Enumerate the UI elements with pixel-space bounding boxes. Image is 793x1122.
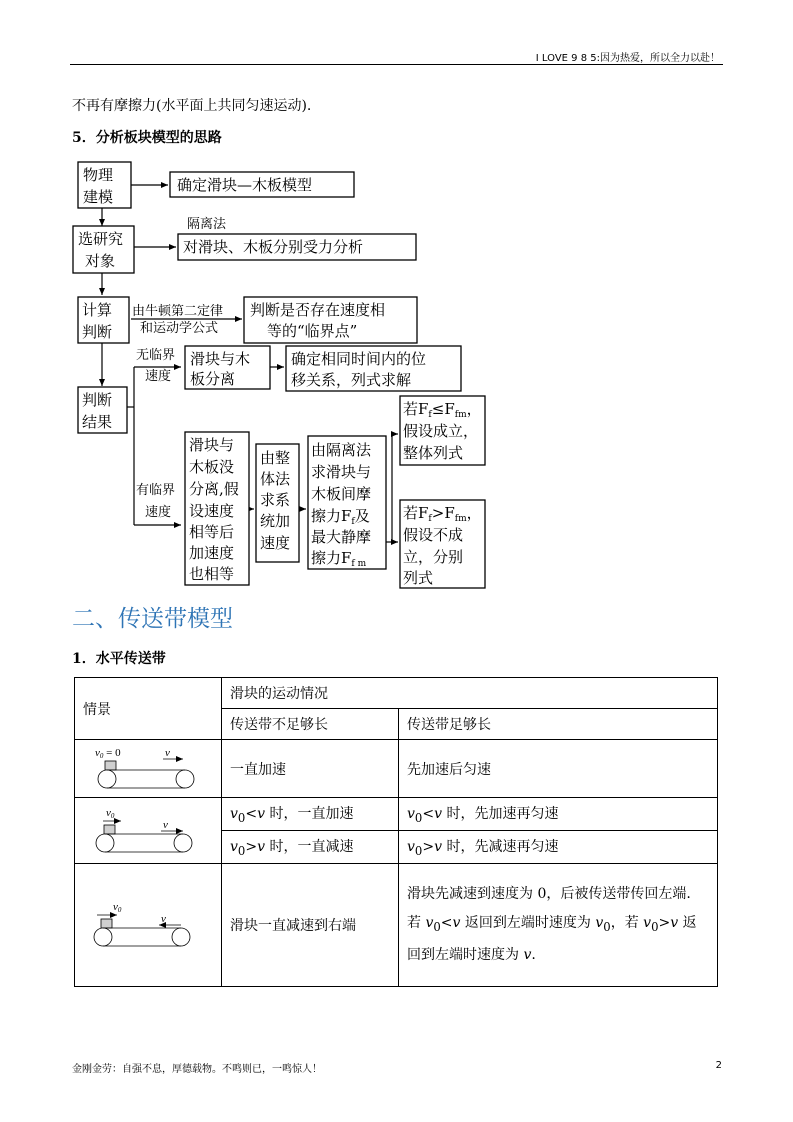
b1-line1: 物理 (83, 166, 114, 184)
b3-right-line1: 判断是否存在速度相 (250, 301, 386, 319)
false-line1-sub1: f (428, 514, 432, 524)
r3-long-line1: 滑块先减速到速度为 0，后被传送带传回左端. (407, 885, 691, 902)
true-line1 (403, 400, 482, 420)
b2-line1: 选研究 (78, 230, 124, 248)
true-line1-c: ， (466, 400, 482, 418)
r2a-long-v: v (434, 806, 442, 823)
header-rule (70, 64, 723, 65)
r3-long-cmp-c: > (658, 914, 671, 931)
label-crit-1: 有临界 (136, 483, 176, 498)
pic3-right-roller (172, 928, 190, 946)
false-line1-b: >F (431, 504, 455, 522)
r2b-short-v0: v (230, 839, 238, 856)
pic3-v0-sub: 0 (117, 906, 122, 914)
whole-line4: 统加 (260, 512, 291, 530)
r2a-long-rest: 时，先加速再匀速 (442, 806, 559, 823)
r2b-long-sub: 0 (414, 843, 423, 858)
pic3-v0-v: v (113, 901, 118, 913)
r2b-short (222, 831, 399, 864)
r3-long-v0a: v (425, 914, 434, 931)
whole-line2: 体法 (260, 470, 291, 488)
isolate-line1: 由隔离法 (311, 441, 372, 459)
pic3-v0 (113, 901, 122, 914)
pic1-left-roller (98, 770, 116, 788)
r3-long-sub-b: 0 (603, 919, 611, 934)
r2a-short-cmp: < (245, 806, 258, 823)
false-line4: 列式 (403, 569, 434, 587)
assume-line1: 滑块与 (189, 436, 235, 454)
b4-line1: 判断 (82, 391, 113, 409)
horizontal-belt-table (74, 677, 718, 987)
pic1-v0-v: v (95, 746, 100, 759)
r2b-short-rest: 时，一直减速 (265, 839, 354, 856)
table-row (75, 864, 718, 987)
pic3-left-roller (94, 928, 112, 946)
header-motion: 滑块的运动情况 (222, 678, 718, 709)
label-newton-1: 由牛顿第二定律 (132, 304, 224, 319)
scene-1 (75, 740, 222, 798)
page-header: I LOVE 9 8 5:因为热爱，所以全力以赴！ (535, 53, 720, 64)
label-isolate: 隔离法 (187, 217, 227, 232)
table-row (75, 740, 718, 798)
section-5-title: 5．分析板块模型的思路 (72, 130, 222, 146)
subsection-1-title: 1．水平传送带 (72, 651, 166, 667)
r2a-long-cmp: < (422, 806, 435, 823)
r2a-long-sub: 0 (414, 810, 423, 825)
b3-right-line2: 等的“临界点” (267, 322, 358, 340)
label-newton-2: 和运动学公式 (140, 321, 219, 336)
isolate-line4-b: 及 (354, 507, 370, 525)
table-header-row (75, 678, 718, 709)
bsep-line2: 板分离 (190, 370, 236, 388)
r3-long-vd: v (523, 947, 532, 964)
assume-line7: 也相等 (189, 565, 235, 583)
label-crit-2: 速度 (145, 505, 172, 520)
false-line1 (403, 504, 482, 524)
pic1-right-roller (176, 770, 194, 788)
r3-long-v0b: v (595, 914, 604, 931)
whole-line3: 求系 (260, 491, 291, 509)
pic1-v0 (95, 747, 121, 760)
belt-diagram-1 (93, 747, 203, 791)
true-line1-sub1: f (428, 410, 432, 420)
isolate-line3: 木板间摩 (311, 485, 372, 503)
header-long: 传送带足够长 (399, 709, 718, 740)
r2a-short (222, 798, 399, 831)
isolate-line6-a: 擦力F (311, 549, 352, 567)
r2a-short-sub: 0 (237, 810, 246, 825)
pic3-block (101, 919, 112, 928)
r2a-short-rest: 时，一直加速 (265, 806, 354, 823)
r2b-long-cmp: > (422, 839, 435, 856)
r1-short: 一直加速 (222, 740, 399, 798)
whole-line5: 速度 (260, 534, 291, 552)
pic2-right-roller (174, 834, 192, 852)
r3-long-sub-c: 0 (651, 919, 659, 934)
r3-long-2d: 返回到左端时速度为 (407, 914, 697, 964)
b1-line2: 建模 (83, 188, 114, 206)
r2b-short-cmp: > (245, 839, 258, 856)
r2b-long-v0: v (407, 839, 415, 856)
isolate-line6-sub: f m (351, 559, 367, 569)
isolate-line4-a: 擦力F (311, 507, 352, 525)
r3-long-2e: . (531, 947, 536, 964)
isolate-line2: 求滑块与 (311, 463, 372, 481)
assume-line6: 加速度 (189, 544, 235, 562)
assume-line3: 分离,假 (189, 480, 239, 498)
scene-3 (75, 864, 222, 987)
b4-line2: 结果 (82, 413, 113, 431)
true-line2: 假设成立， (403, 422, 479, 440)
r2a-short-v: v (257, 806, 265, 823)
isolate-line4 (311, 507, 370, 527)
r3-long-cmp-a: < (440, 914, 453, 931)
pic1-v: v (165, 746, 170, 759)
r2b-long-rest: 时，先减速再匀速 (442, 839, 559, 856)
r3-long-vc: v (670, 914, 679, 931)
pic2-left-roller (96, 834, 114, 852)
section-2-title: 二、传送带模型 (72, 606, 233, 632)
isolate-line4-sub: f (351, 517, 355, 527)
true-line3: 整体列式 (403, 444, 464, 462)
r3-long-2b: 返回到左端时速度为 (460, 914, 596, 931)
b1-right: 确定滑块—木板模型 (177, 176, 313, 194)
true-line1-b: ≤F (431, 400, 455, 418)
r3-short: 滑块一直减速到右端 (222, 864, 399, 987)
r1-long: 先加速后匀速 (399, 740, 718, 798)
bsep-line1: 滑块与木 (190, 350, 251, 368)
pic2-v0 (106, 807, 115, 820)
b3-line1: 计算 (82, 301, 113, 319)
pic2-v0-sub: 0 (110, 811, 115, 820)
pic1-block (105, 761, 116, 770)
table-row (75, 798, 718, 831)
r2b-short-v: v (257, 839, 265, 856)
intro-line: 不再有摩擦力(水平面上共同匀速运动). (72, 98, 312, 114)
r2b-short-sub: 0 (237, 843, 246, 858)
true-line1-sub2: fm (454, 410, 467, 420)
false-line2: 假设不成 (403, 526, 464, 544)
belt-diagram-3 (93, 901, 203, 949)
label-no-crit-1: 无临界 (136, 348, 176, 363)
r2a-long (399, 798, 718, 831)
pic2-block (104, 825, 115, 834)
pic1-v0-eq: = 0 (103, 746, 121, 759)
pic2-v0-v: v (106, 806, 111, 819)
r2b-long (399, 831, 718, 864)
r3-long-va: v (452, 914, 461, 931)
whole-line1: 由整 (260, 449, 291, 467)
header-short: 传送带不足够长 (222, 709, 399, 740)
r3-long-sub-a: 0 (433, 919, 441, 934)
b2-right: 对滑块、木板分别受力分析 (183, 238, 364, 256)
false-line1-sub2: fm (454, 514, 467, 524)
r2a-short-v0: v (230, 806, 238, 823)
b3-line2: 判断 (82, 323, 113, 341)
false-line1-a: 若F (403, 504, 429, 522)
r3-long-2a: 若 (407, 914, 426, 931)
page-footer: 金刚金劳：自强不息，厚德载物。不鸣则已，一鸣惊人！ (72, 1064, 322, 1075)
b2-line2: 对象 (85, 252, 116, 270)
r3-long-2c: ，若 (610, 914, 644, 931)
scene-2 (75, 798, 222, 864)
assume-line4: 设速度 (189, 502, 235, 520)
r3-long (399, 864, 718, 987)
bsep-right-line1: 确定相同时间内的位 (291, 350, 427, 368)
true-line1-a: 若F (403, 400, 429, 418)
assume-line5: 相等后 (189, 523, 235, 541)
pic3-v: v (161, 913, 166, 925)
pic1-v0-sub: 0 (99, 751, 104, 760)
isolate-line5: 最大静摩 (311, 528, 372, 546)
assume-line2: 木板没 (189, 458, 235, 476)
board-model-flowchart (70, 152, 500, 592)
false-line3: 立，分别 (403, 548, 464, 566)
r3-long-v0c: v (643, 914, 652, 931)
belt-diagram-2 (93, 807, 203, 855)
page-number: 2 (715, 1060, 722, 1071)
bsep-right-line2: 移关系，列式求解 (291, 371, 412, 389)
header-scene: 情景 (75, 678, 222, 740)
r2a-long-v0: v (407, 806, 415, 823)
pic2-v: v (163, 818, 168, 831)
r2b-long-v: v (434, 839, 442, 856)
label-no-crit-2: 速度 (145, 369, 172, 384)
false-line1-c: ， (466, 504, 482, 522)
